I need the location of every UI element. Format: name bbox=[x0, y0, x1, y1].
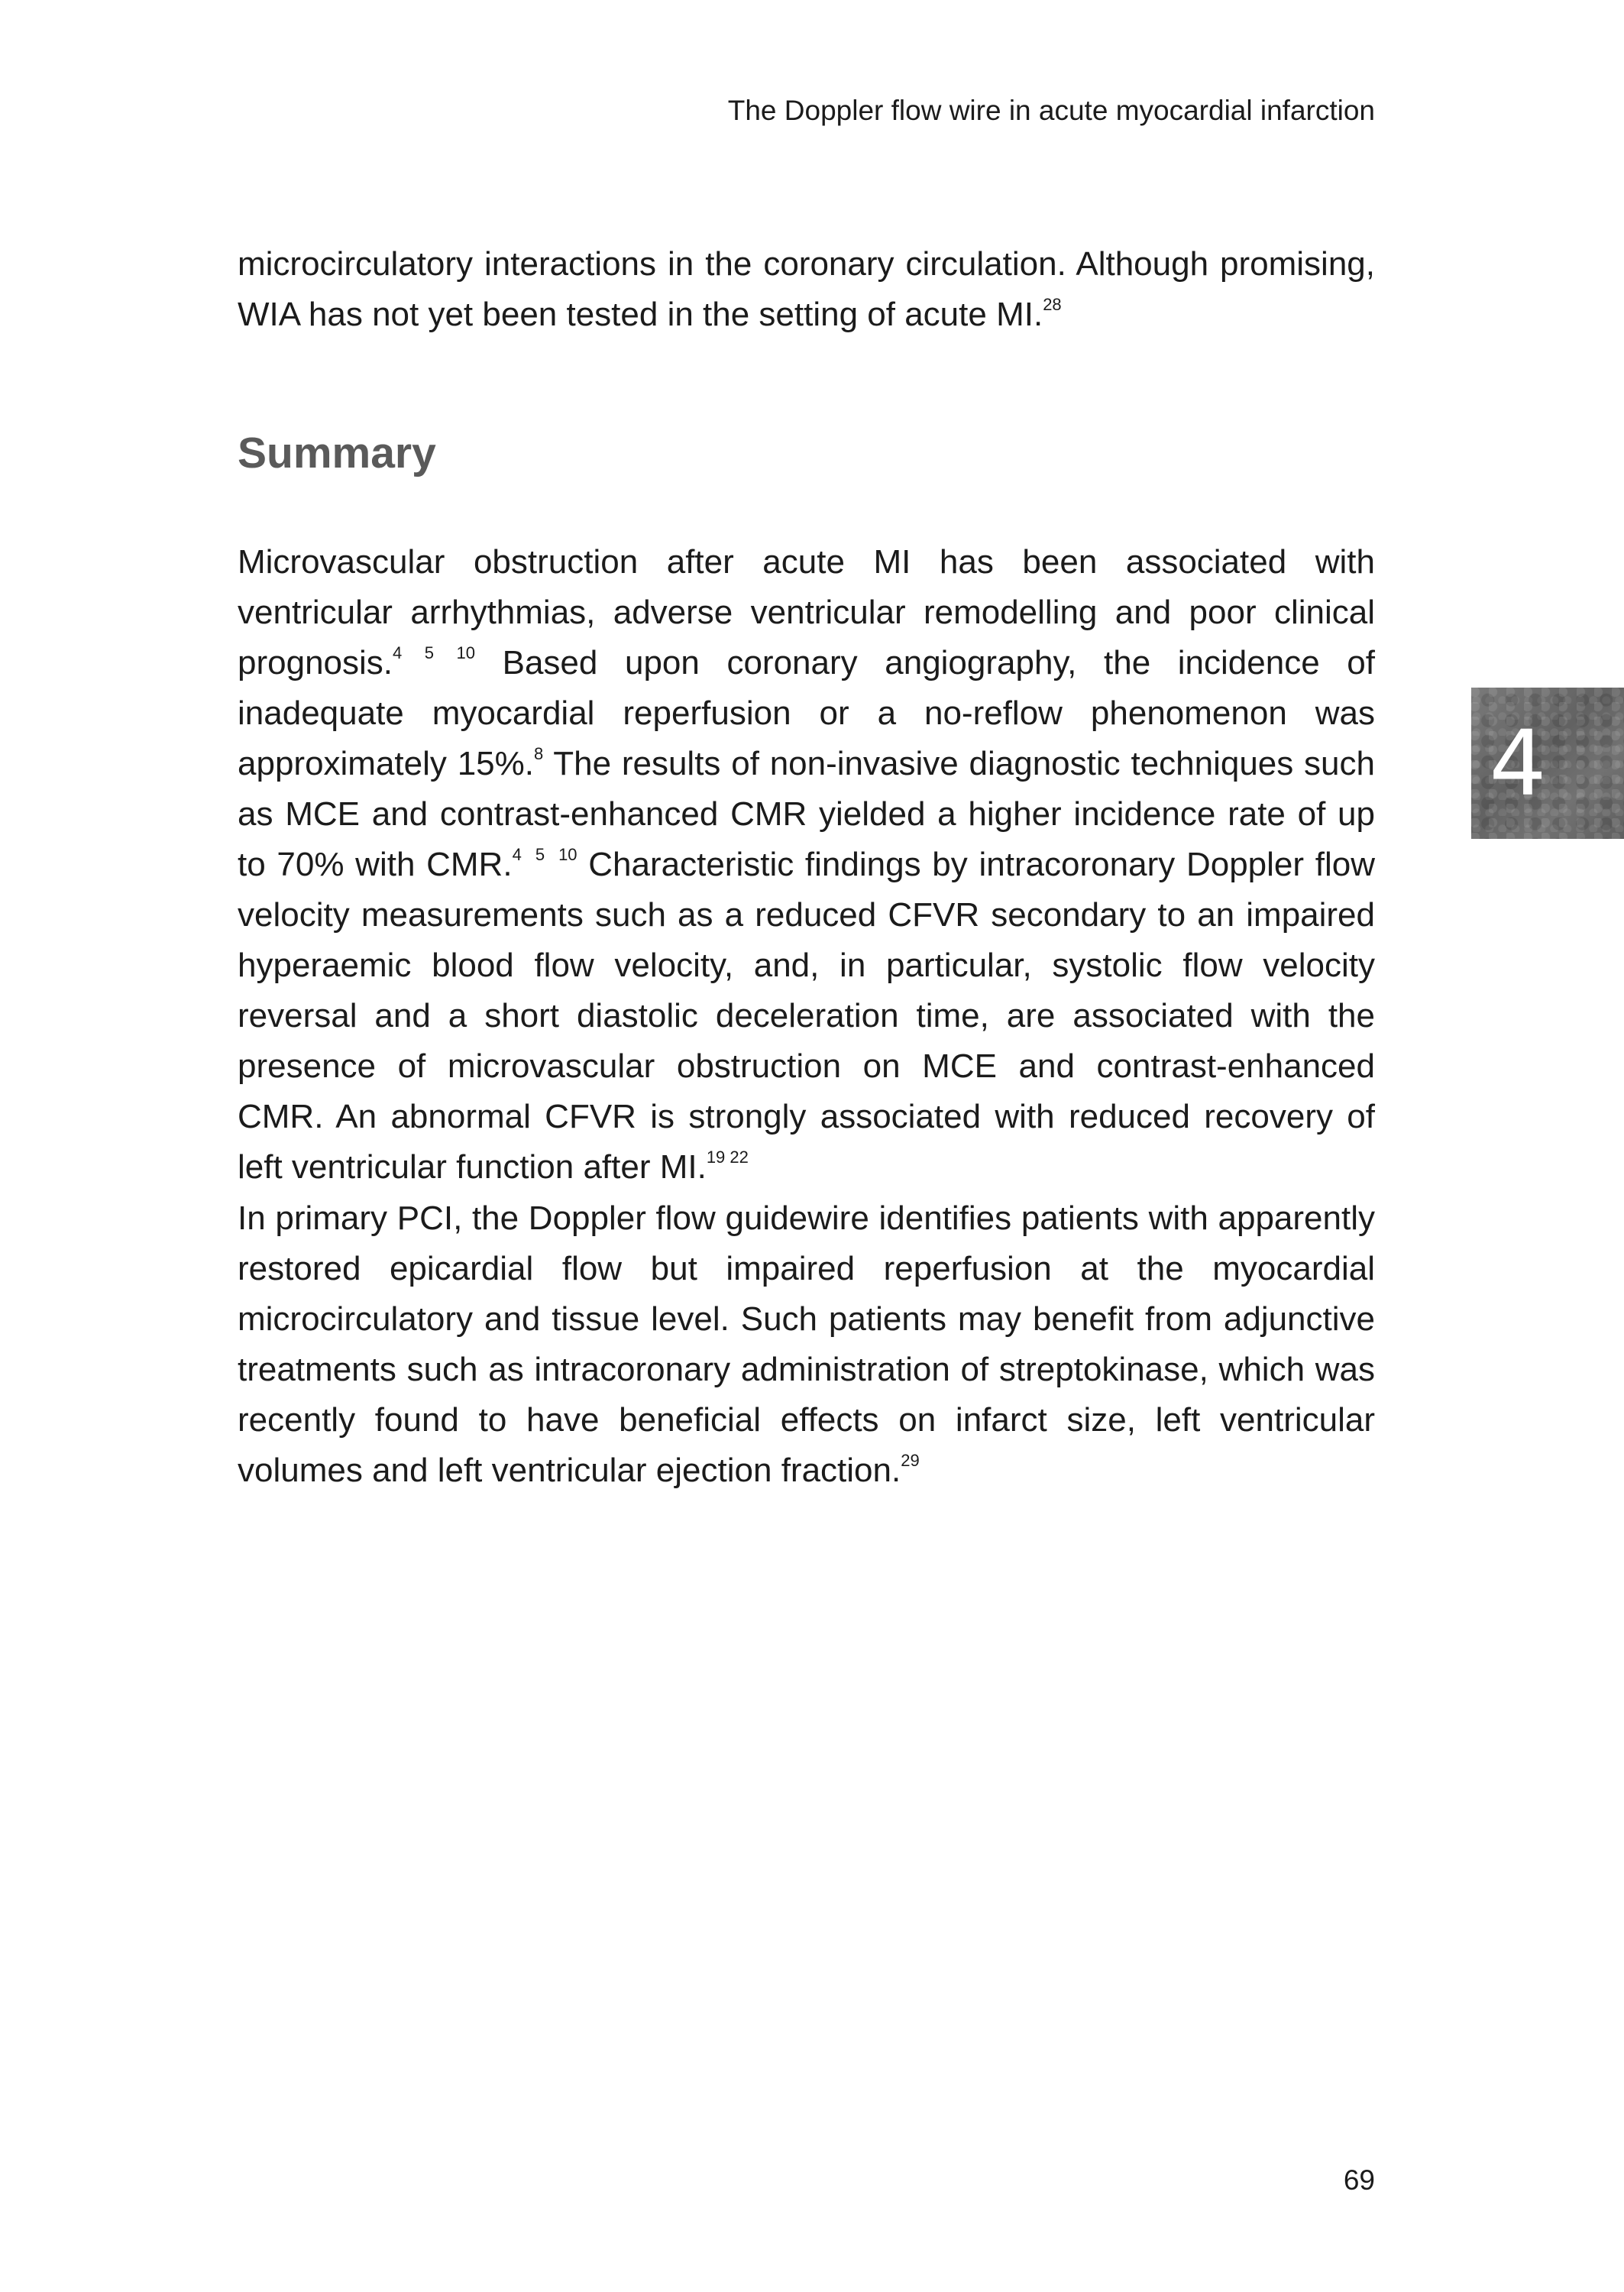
intro-paragraph bbox=[238, 239, 1375, 340]
paragraph-text: Characteristic findings by intracoronary Doppler flow velocity measurements such as a reduced CFVR secondary to an impaired hyperaemic blood flow velocity, and, in particular, systolic flow velocity reversal and a short diastolic deceleration time, are associated with the presence of microvascular obstruction on MCE and contrast-enhanced CMR. An abnormal CFVR is strongly associated with reduced recovery of left ventricular function after MI. bbox=[238, 846, 1375, 1186]
citation-ref: 4 bbox=[393, 643, 403, 662]
summary-paragraph-2 bbox=[238, 1193, 1375, 1496]
paragraph-text: In primary PCI, the Doppler flow guidewire identifies patients with apparently restored epicardial flow but impaired reperfusion at the myocardial microcirculatory and tissue level. Such patients may benefit from adjunctive treatments such as intracoronary administration of streptokinase, which was recently found to have beneficial effects on infarct size, left ventricular volumes and left ventricular ejection fraction. bbox=[238, 1199, 1375, 1489]
summary-paragraph-1 bbox=[238, 537, 1375, 1193]
citation-ref: 10 bbox=[456, 643, 475, 662]
citation-ref: 29 bbox=[901, 1451, 920, 1470]
citation-ref: 4 bbox=[512, 845, 522, 864]
section-heading: Summary bbox=[238, 429, 436, 478]
paragraph-text: Microvascular obstruction after acute MI has been associated with ventricular arrhythmias, adverse ventricular remodelling and poor clinical prognosis. bbox=[238, 543, 1375, 681]
citation-ref-group bbox=[707, 1148, 749, 1167]
citation-ref: 22 bbox=[730, 1148, 749, 1167]
citation-ref: 10 bbox=[558, 845, 577, 864]
citation-ref: 19 bbox=[706, 1148, 726, 1167]
intro-text: microcirculatory interactions in the coronary circulation. Although promising, WIA has not yet been tested in the setting of acute MI. bbox=[238, 245, 1375, 333]
running-header: The Doppler flow wire in acute myocardial infarction bbox=[727, 95, 1375, 126]
paragraph-text: Based upon coronary angiography, the incidence of inadequate myocardial reperfusion or a no-reflow phenomenon was approximately 15%. bbox=[238, 644, 1375, 782]
citation-ref: 5 bbox=[535, 845, 545, 864]
page-number: 69 bbox=[1343, 2164, 1375, 2196]
citation-ref-group bbox=[513, 845, 577, 864]
paragraph-text: The results of non-invasive diagnostic techniques such as MCE and contrast-enhanced CMR yielded a higher incidence rate of up to 70% with CMR. bbox=[238, 745, 1375, 883]
chapter-number: 4 bbox=[1489, 711, 1547, 816]
citation-ref: 5 bbox=[424, 643, 435, 662]
citation-ref: 28 bbox=[1043, 295, 1062, 314]
citation-ref: 8 bbox=[533, 744, 544, 763]
citation-ref-group bbox=[393, 643, 475, 662]
chapter-tab bbox=[1471, 688, 1624, 839]
